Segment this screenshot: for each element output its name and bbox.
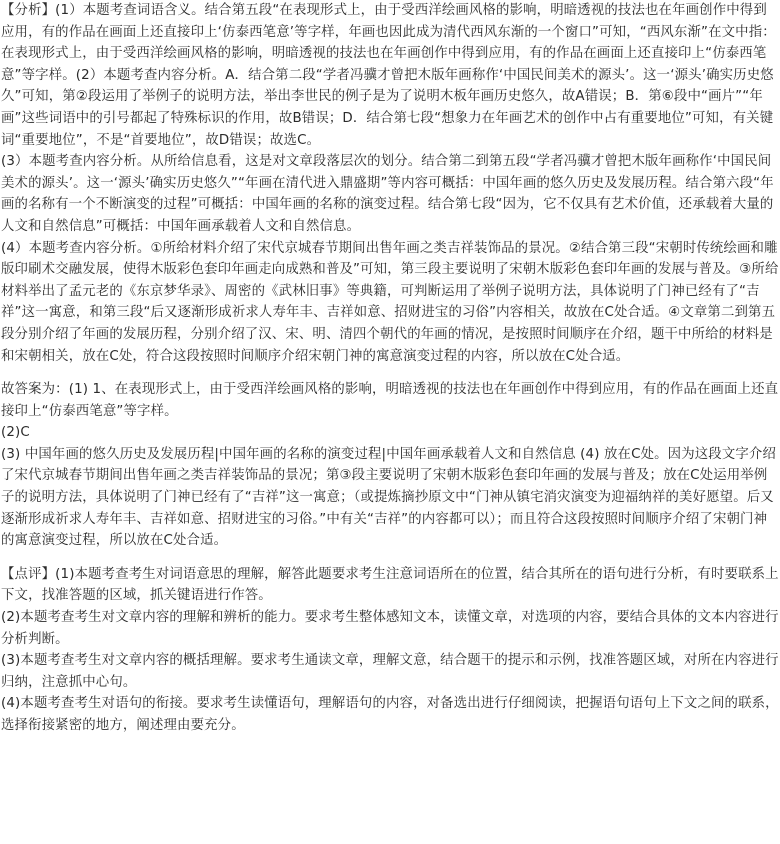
analysis-section	[1, 0, 780, 367]
answer-paragraph-2: (2)C	[1, 425, 30, 441]
comment-paragraph-4: (4)本题考查考生对语句的衔接。要求考生读懂语句，理解语句的内容，对备选出进行仔细阅读，把握语句语句上下文之间的联系，选择衔接紧密的地方，阐述理由要充分。	[1, 696, 779, 733]
analysis-paragraph-1: 【分析】(1）本题考查词语含义。结合第五段“在表现形式上，由于受西洋绘画风格的影响，明暗透视的技法也在年画创作中得到应用，有的作品在画面上还直接印上‘仿泰西笔意’等字样，年画也因此成为清代西风东渐的一个窗口”可知，“西风东渐”在文中指：在表现形式上，由于受西洋绘画风格的影响，明暗透视的技法也在年画创作中得到应用，有的作品在画面上还直接印上“仿泰西笔意”等字样。(2）本题考查内容分析。A．结合第二段“学者冯骥才曾把木版年画称作‘中国民间美术的源头’。这一‘源头’确实历史悠久”可知，第②段运用了举例子的说明方法，举出李世民的例子是为了说明木板年画历史悠久，故A错误；B．第⑥段中“画片”“年画”这些词语中的引号都起了特殊标识的作用，故B错误；D．结合第七段“想象力在年画艺术的创作中占有重要地位”可知，有关键词“重要地位”，不是“首要地位”，故D错误；故选C。	[1, 3, 776, 148]
answer-paragraph-3: (3) 中国年画的悠久历史及发展历程|中国年画的名称的演变过程|中国年画承载着人文和自然信息 (4) 放在C处。因为这段文字介绍了宋代京城春节期间出售年画之类吉祥装饰品的景况；第③段主要说明了宋朝木版彩色套印年画的发展与普及；放在C处运用举例子的说明方法，具体说明了门神已经有了“吉祥”这一寓意；（或提炼摘抄原文中“门神从镇宅消灾演变为迎福纳祥的美好愿望。后又逐渐形成祈求人寿年丰、吉祥如意、招财进宝的习俗。”中有关“吉祥”的内容都可以）；而且符合这段按照时间顺序介绍了宋朝门神的寓意演变过程，所以放在C处合适。	[1, 446, 776, 549]
section-spacer	[1, 552, 780, 564]
comment-paragraph-2: (2)本题考查考生对文章内容的理解和辨析的能力。要求考生整体感知文本，读懂文章，对选项的内容，要结合具体的文本内容进行分析判断。	[1, 610, 779, 647]
comment-section	[1, 564, 780, 737]
answer-section	[1, 379, 780, 552]
answer-paragraph-1: 故答案为：(1) 1、在表现形式上，由于受西洋绘画风格的影响，明暗透视的技法也在年画创作中得到应用，有的作品在画面上还直接印上“仿泰西笔意”等字样。	[1, 382, 779, 419]
section-spacer	[1, 367, 780, 379]
comment-paragraph-3: (3)本题考查考生对文章内容的概括理解。要求考生通读文章，理解文意，结合题干的提示和示例，找准答题区域，对所在内容进行归纳，注意抓中心句。	[1, 653, 779, 690]
analysis-paragraph-3: (4）本题考查内容分析。①所给材料介绍了宋代京城春节期间出售年画之类吉祥装饰品的景况。②结合第三段“宋朝时传统绘画和雕版印刷术交融发展，使得木版彩色套印年画走向成熟和普及”可知，第三段主要说明了宋朝木版彩色套印年画的发展与普及。③所给材料举出了孟元老的《东京梦华录》、周密的《武林旧事》等典籍，可判断运用了举例子说明方法，具体说明了门神已经有了“吉祥”这一寓意，和第三段“后又逐渐形成祈求人寿年丰、吉祥如意、招财进宝的习俗”内容相关，故放在C处合适。④文章第二到第五段分别介绍了年画的发展历程，分别介绍了汉、宋、明、清四个朝代的年画的情况，是按照时间顺序在介绍，题干中所给的材料是和宋朝相关，放在C处，符合这段按照时间顺序介绍宋朝门神的寓意演变过程的内容，所以放在C处合适。	[1, 240, 779, 364]
comment-paragraph-1: 【点评】(1)本题考查考生对词语意思的理解，解答此题要求考生注意词语所在的位置，结合其所在的语句进行分析，有时要联系上下文，找准答题的区域，抓关键语进行作答。	[1, 566, 779, 604]
analysis-paragraph-2: (3）本题考查内容分析。从所给信息看，这是对文章段落层次的划分。结合第二到第五段“学者冯骥才曾把木版年画称作‘中国民间美术的源头’。这一‘源头’确实历史悠久”“年画在清代进入鼎盛期”等内容可概括：中国年画的悠久历史及发展历程。结合第六段“年画的名称有一个不断演变的过程”可概括：中国年画的名称的演变过程。结合第七段“因为，它不仅具有艺术价值，还承载着大量的人文和自然信息”可概括：中国年画承载着人文和自然信息。	[1, 154, 774, 234]
